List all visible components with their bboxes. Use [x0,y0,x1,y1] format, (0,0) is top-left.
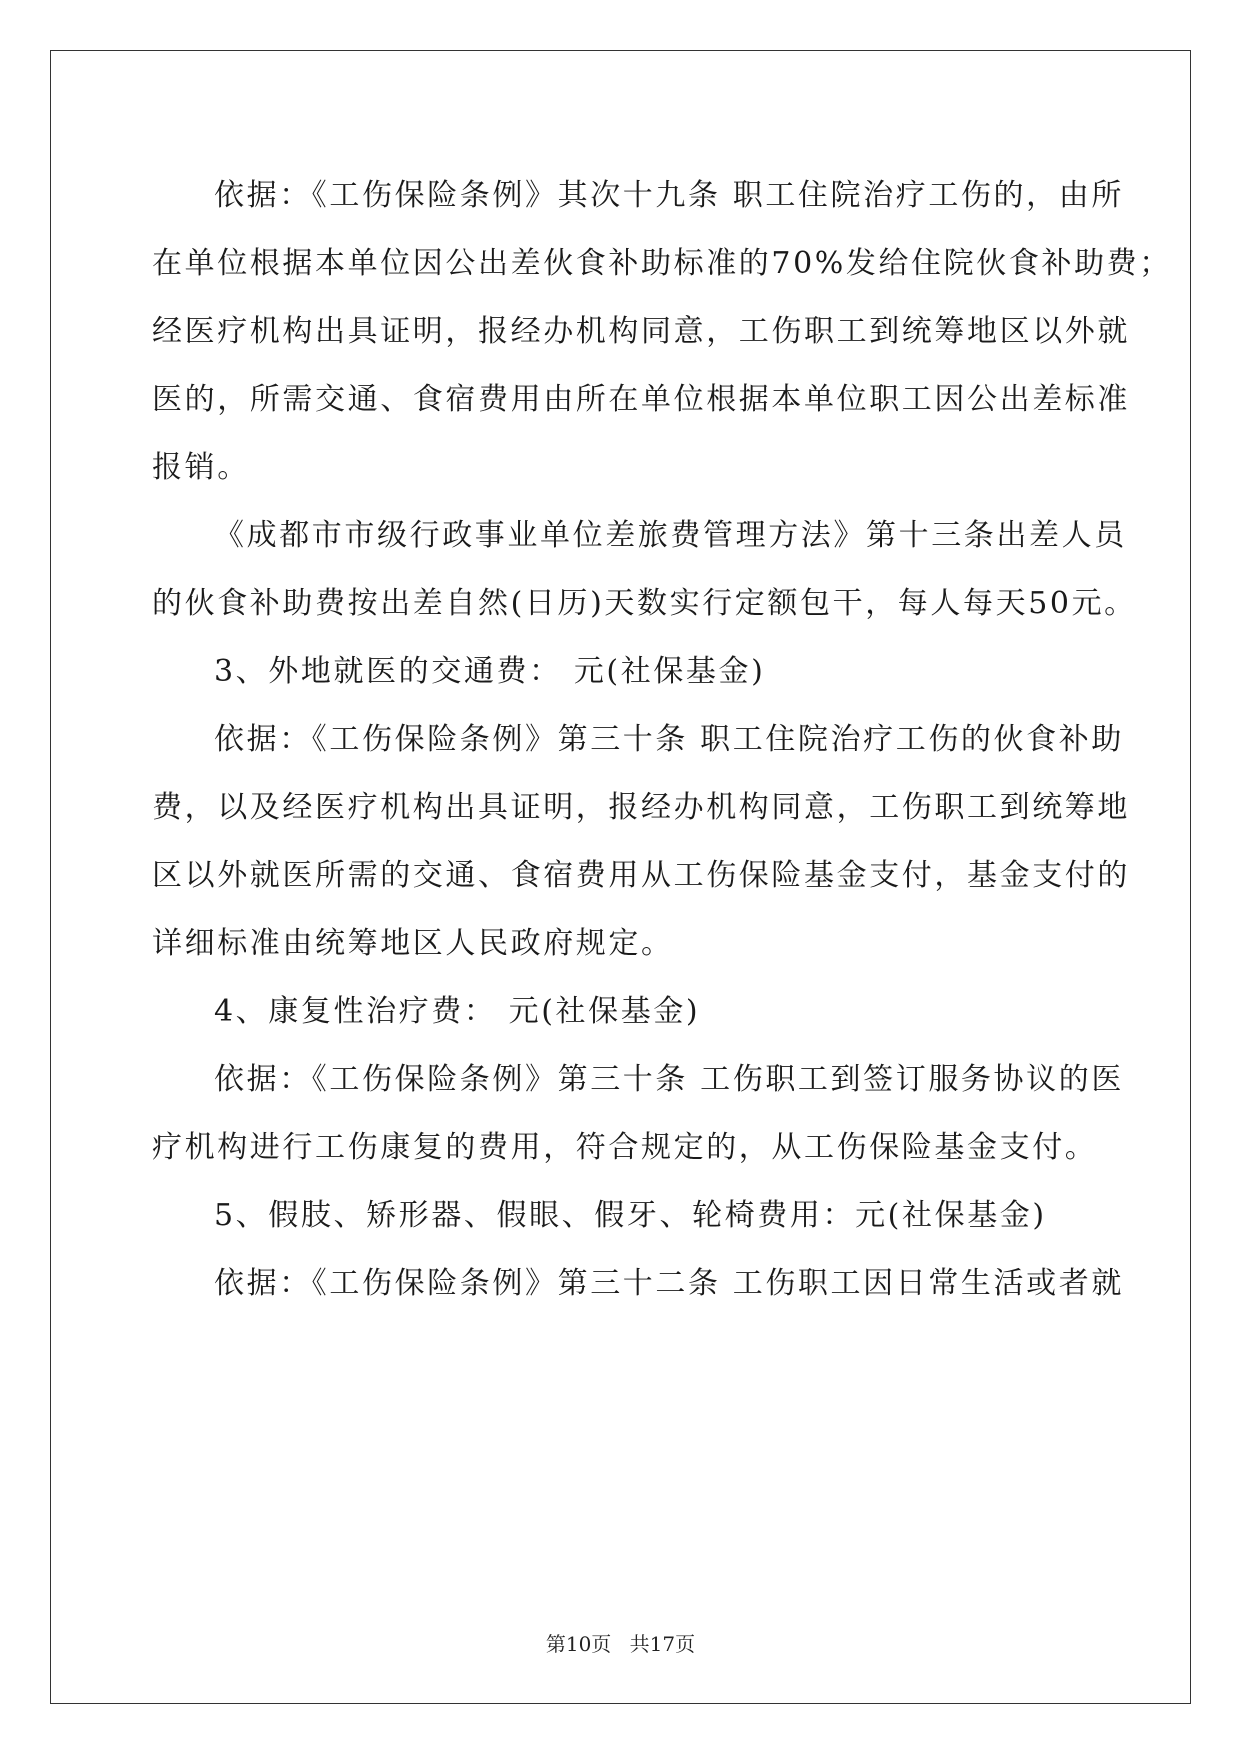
text-line: 报销。 [152,450,250,485]
text-line: 在单位根据本单位因公出差伙食补助标准的70%发给住院伙食补助费； [152,246,1172,281]
page-number: 第10页 [545,1632,612,1656]
section-heading: 4、康复性治疗费： 元(社保基金) [214,994,701,1029]
page-footer [0,1628,1241,1657]
document-body [152,162,1172,1318]
text-line: 费，以及经医疗机构出具证明，报经办机构同意，工伤职工到统筹地 [152,790,1130,825]
section-heading: 3、外地就医的交通费： 元(社保基金) [214,654,766,689]
section-heading: 5、假肢、矫形器、假眼、假牙、轮椅费用：元(社保基金) [214,1198,1047,1233]
page-total: 共17页 [629,1632,696,1656]
text-line: 依据：《工伤保险条例》第三十条 职工住院治疗工伤的伙食补助 [214,722,1124,757]
text-line: 依据：《工伤保险条例》第三十二条 工伤职工因日常生活或者就 [214,1266,1124,1301]
text-line: 经医疗机构出具证明，报经办机构同意，工伤职工到统筹地区以外就 [152,314,1130,349]
text-line: 医的，所需交通、食宿费用由所在单位根据本单位职工因公出差标准 [152,382,1130,417]
text-line: 的伙食补助费按出差自然(日历)天数实行定额包干，每人每天50元。 [152,586,1137,621]
text-line: 《成都市市级行政事业单位差旅费管理方法》第十三条出差人员 [214,518,1127,553]
text-line: 依据：《工伤保险条例》其次十九条 职工住院治疗工伤的，由所 [214,178,1124,213]
text-line: 区以外就医所需的交通、食宿费用从工伤保险基金支付，基金支付的 [152,858,1130,893]
text-line: 疗机构进行工伤康复的费用，符合规定的，从工伤保险基金支付。 [152,1130,1098,1165]
text-line: 详细标准由统筹地区人民政府规定。 [152,926,674,961]
text-line: 依据：《工伤保险条例》第三十条 工伤职工到签订服务协议的医 [214,1062,1124,1097]
